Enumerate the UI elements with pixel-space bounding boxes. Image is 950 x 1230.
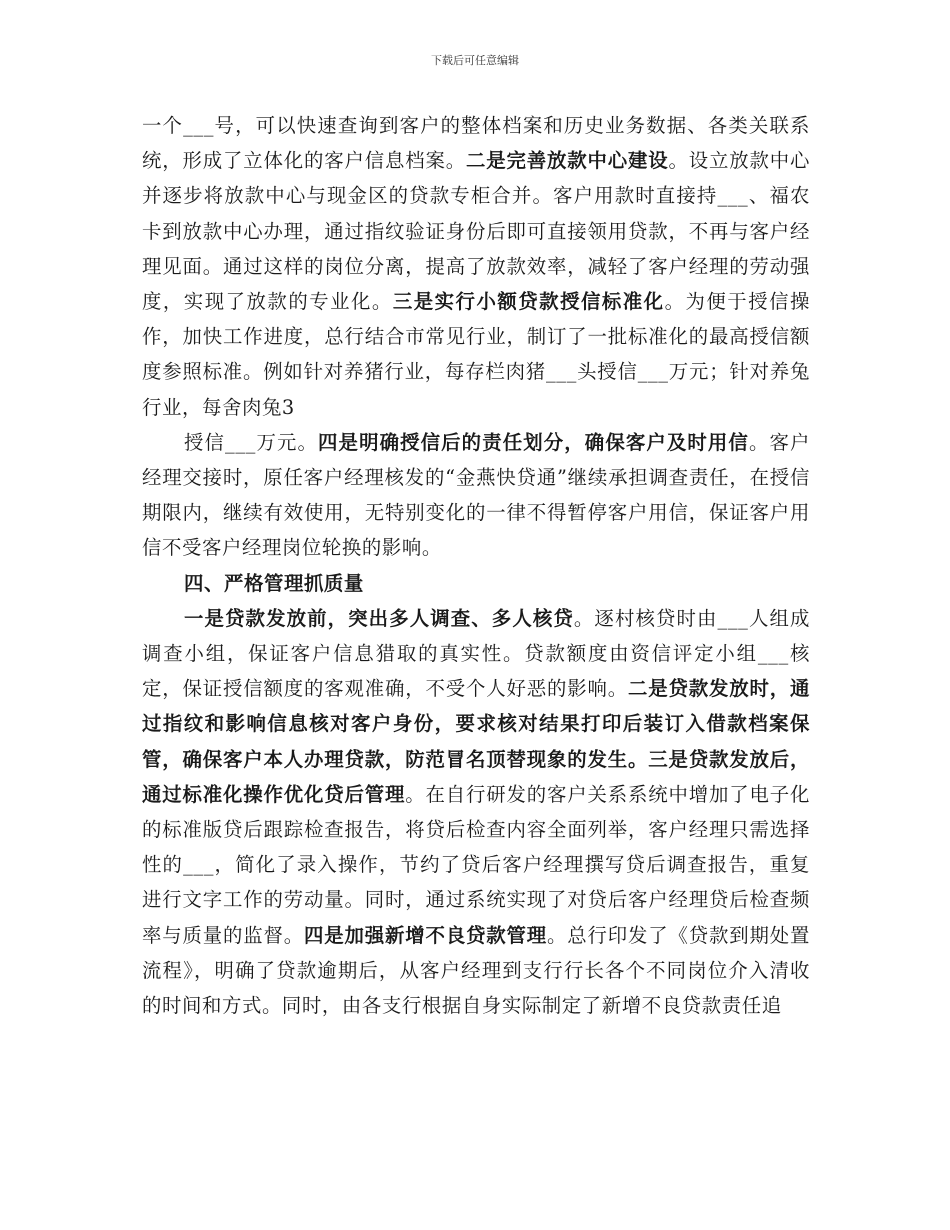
text-run: 一个___号，可以快速查询到客户的整体档案和历史业务数据、各类关联系统，形成了立体化的客户信息档案。 bbox=[142, 114, 810, 173]
bold-heading-run: 二是贷款发放时，通过指纹和影响信息核对客户身份，要求核对结果打印后装订入借款档案保管，确保客户本人办理贷款，防范冒名顶替现象的发生。三是贷款发放后，通过标准化操作优化贷后管理 bbox=[142, 677, 810, 806]
bold-heading-run: 二是完善放款中心建设 bbox=[466, 149, 669, 173]
section-heading bbox=[142, 566, 810, 601]
section-heading-text: 四、严格管理抓质量 bbox=[184, 571, 364, 595]
bold-heading-run: 四是明确授信后的责任划分，确保客户及时用信 bbox=[318, 430, 749, 454]
text-run: 。在自行研发的客户关系系统中增加了电子化的标准版贷后跟踪检查报告，将贷后检查内容全面列举，客户经理只需选择性的___，简化了录入操作，节约了贷后客户经理撰写贷后调查报告，重复进行文字工作的劳动量。同时，通过系统实现了对贷后客户经理贷后检查频率与质量的监督。 bbox=[142, 782, 810, 947]
bold-heading-run: 三是实行小额贷款授信标准化 bbox=[392, 290, 665, 314]
text-run: 。总行印发了《贷款到期处置流程》，明确了贷款逾期后，从客户经理到支行行长各个不同岗位介入清收的时间和方式。同时，由各支行根据自身实际制定了新增不良贷款责任追 bbox=[142, 923, 810, 1018]
paragraph bbox=[142, 601, 810, 1023]
text-run: 。客户经理交接时，原任客户经理核发的“金燕快贷通”继续承担调查责任，在授信期限内，继续有效使用，无特别变化的一律不得暂停客户用信，保证客户用信不受客户经理岗位轮换的影响。 bbox=[142, 430, 810, 560]
text-run: 授信___万元。 bbox=[184, 430, 319, 454]
text-run: 。为便于授信操作，加快工作进度，总行结合市常见行业，制订了一批标准化的最高授信额度参照标准。例如针对养猪行业，每存栏肉猪___头授信___万元；针对养兔行业，每舍肉兔3 bbox=[142, 290, 811, 419]
text-run: 。设立放款中心并逐步将放款中心与现金区的贷款专柜合并。客户用款时直接持___、福农卡到放款中心办理，通过指纹验证身份后即可直接领用贷款，不再与客户经理见面。通过这样的岗位分离，提高了放款效率，减轻了客户经理的劳动强度，实现了放款的专业化。 bbox=[142, 149, 810, 314]
paragraph bbox=[142, 425, 810, 566]
bold-heading-run: 一是贷款发放前，突出多人调查、多人核贷 bbox=[184, 606, 574, 630]
bold-heading-run: 四是加强新增不良贷款管理 bbox=[304, 923, 547, 947]
text-run: 。逐村核贷时由___人组成调查小组，保证客户信息猎取的真实性。贷款额度由资信评定小组___核定，保证授信额度的客观准确，不受个人好恶的影响。 bbox=[142, 606, 810, 701]
document-body bbox=[142, 108, 810, 1023]
page-header: 下载后可任意编辑 bbox=[431, 54, 519, 67]
paragraph bbox=[142, 108, 810, 425]
